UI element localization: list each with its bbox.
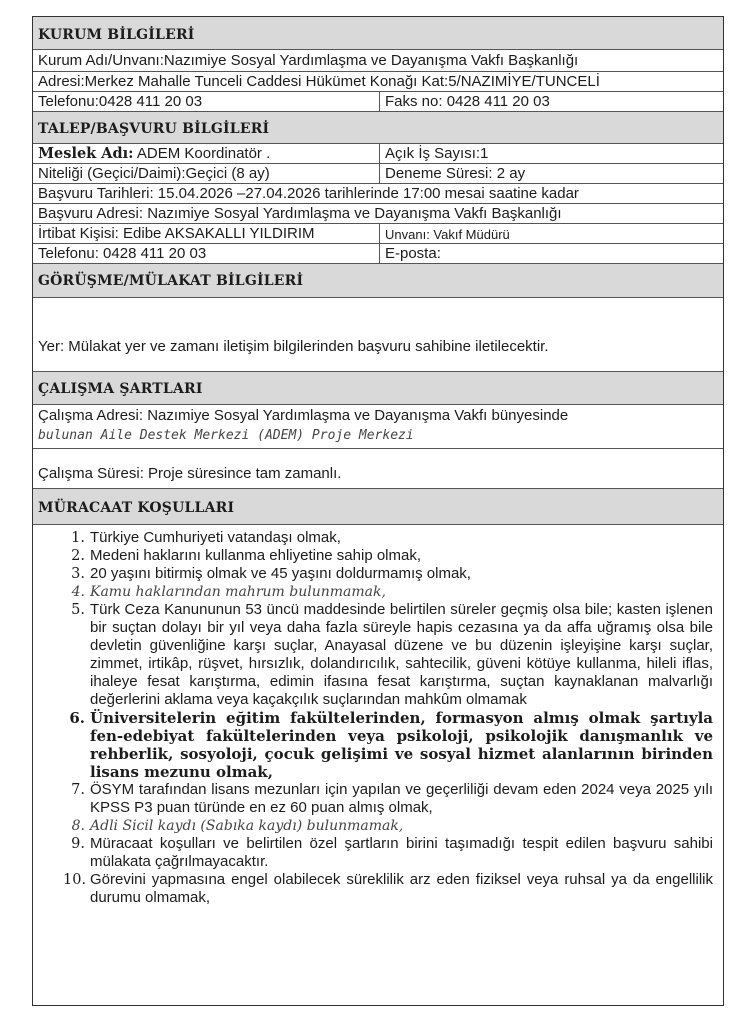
eposta: E-posta: (385, 245, 441, 262)
calisma-adres-line1: Çalışma Adresi: Nazımiye Sosyal Yardımlaşma ve Dayanışma Vakfı bünyesinde (38, 407, 569, 424)
section-header-calisma (33, 372, 723, 405)
talep-telefon-row (33, 244, 723, 264)
nitelik-row (33, 164, 723, 184)
basvuru-adresi-row (33, 204, 723, 224)
list-item: 10. Görevini yapmasına engel olabilecek süreklilik arz eden fiziksel veya ruhsal ya da engellilik durumu olmamak, (63, 871, 713, 906)
list-item: 9. Müracaat koşulları ve belirtilen özel şartların birini taşımadığı tespit edilen başvuru sahibi mülakata çağrılmayacaktır. (71, 835, 713, 870)
section-header-muracaat (33, 489, 723, 525)
basvuru-tarihleri: Başvuru Tarihleri: 15.04.2026 –27.04.2026 tarihlerinde 17:00 mesai saatine kadar (38, 185, 579, 202)
kurum-adres-row (33, 72, 723, 92)
kurum-faks: Faks no: 0428 411 20 03 (385, 93, 550, 110)
kurum-adi: Kurum Adı/Unvanı:Nazımiye Sosyal Yardımlaşma ve Dayanışma Vakfı Başkanlığı (38, 52, 579, 69)
calisma-suresi: Çalışma Süresi: Proje süresince tam zamanlı. (38, 465, 342, 482)
section-header-talep (33, 112, 723, 144)
deneme-suresi: Deneme Süresi: 2 ay (385, 165, 526, 182)
meslek-value: ADEM Koordinatör . (133, 145, 271, 162)
list-item: 1. Türkiye Cumhuriyeti vatandaşı olmak, (71, 529, 341, 546)
list-item: 6. Üniversitelerin eğitim fakültelerinden, formasyon almış olmak şartıyla fen-edebiyat fakültelerinden veya psikoloji, psikolojik danışmanlık ve rehberlik, sosyoloji, çocuk gelişimi ve sosyal hizmet alanlarının birinden lisans mezunu olmak, (69, 709, 713, 781)
kurum-telefon-row (33, 92, 723, 112)
niteligi: Niteliği (Geçici/Daimi):Geçici (8 ay) (38, 165, 270, 182)
calisma-adres-row (33, 405, 723, 449)
gorusme-yer: Yer: Mülakat yer ve zamanı iletişim bilgilerinden başvuru sahibine iletilecektir. (38, 338, 549, 355)
list-item: 3. 20 yaşını bitirmiş olmak ve 45 yaşını doldurmamış olmak, (71, 565, 471, 582)
gorusme-yer-row (33, 298, 723, 372)
muracaat-list (33, 529, 723, 907)
irtibat-row (33, 224, 723, 244)
meslek-label: Meslek Adı: (38, 145, 134, 162)
section-title: KURUM BİLGİLERİ (38, 27, 195, 43)
calisma-adres-line2: bulunan Aile Destek Merkezi (ADEM) Proje Merkezi (38, 428, 414, 443)
list-item: 4. Kamu haklarından mahrum bulunmamak, (71, 584, 386, 600)
kurum-adi-row (33, 50, 723, 72)
job-posting-form (32, 16, 724, 1006)
basvuru-tarihleri-row (33, 184, 723, 204)
talep-telefon: Telefonu: 0428 411 20 03 (38, 245, 207, 262)
acik-is-sayisi: Açık İş Sayısı:1 (385, 145, 489, 162)
calisma-sure-row (33, 449, 723, 489)
list-item: 7. ÖSYM tarafından lisans mezunları için yapılan ve geçerliliği devam eden 2024 veya 2025 yılı KPSS P3 puan türünde en ez 60 puan almış olmak, (71, 781, 713, 816)
list-item: 8. Adli Sicil kaydı (Sabıka kaydı) bulunmamak, (71, 818, 404, 834)
section-title: GÖRÜŞME/MÜLAKAT BİLGİLERİ (38, 273, 304, 289)
list-item: 2. Medeni haklarını kullanma ehliyetine sahip olmak, (71, 547, 422, 564)
section-header-kurum (33, 17, 723, 50)
basvuru-adresi: Başvuru Adresi: Nazımiye Sosyal Yardımlaşma ve Dayanışma Vakfı Başkanlığı (38, 205, 562, 222)
section-title: MÜRACAAT KOŞULLARI (38, 500, 235, 516)
section-header-gorusme (33, 264, 723, 298)
section-title: ÇALIŞMA ŞARTLARI (38, 381, 203, 397)
section-title: TALEP/BAŞVURU BİLGİLERİ (38, 121, 270, 137)
irtibat-kisisi: İrtibat Kişisi: Edibe AKSAKALLI YILDIRIM (38, 225, 315, 242)
unvani: Unvanı: Vakıf Müdürü (385, 227, 510, 242)
meslek-row (33, 144, 723, 164)
kurum-telefon: Telefonu:0428 411 20 03 (38, 93, 203, 110)
kurum-adres: Adresi:Merkez Mahalle Tunceli Caddesi Hükümet Konağı Kat:5/NAZIMİYE/TUNCELİ (38, 73, 600, 90)
list-item: 5. Türk Ceza Kanununun 53 üncü maddesinde belirtilen süreler geçmiş olsa bile; kasten işlenen bir suçtan dolayı bir yıl veya daha fazla süreyle hapis cezasına ya da affa uğramış olsa bile devletin güvenliğine karşı suçlar, Anayasal düzene ve bu düzenin işleyişine karşı suçlar, zimmet, irtikâp, rüşvet, hırsızlık, dolandırıcılık, sahtecilik, güveni kötüye kullanma, hileli iflas, ihaleye fesat karıştırma, edimin ifasına fesat karıştırma, suçtan kaynaklanan malvarlığı değerlerini aklama veya kaçakçılık suçlarından mahkûm olmamak (71, 601, 713, 708)
